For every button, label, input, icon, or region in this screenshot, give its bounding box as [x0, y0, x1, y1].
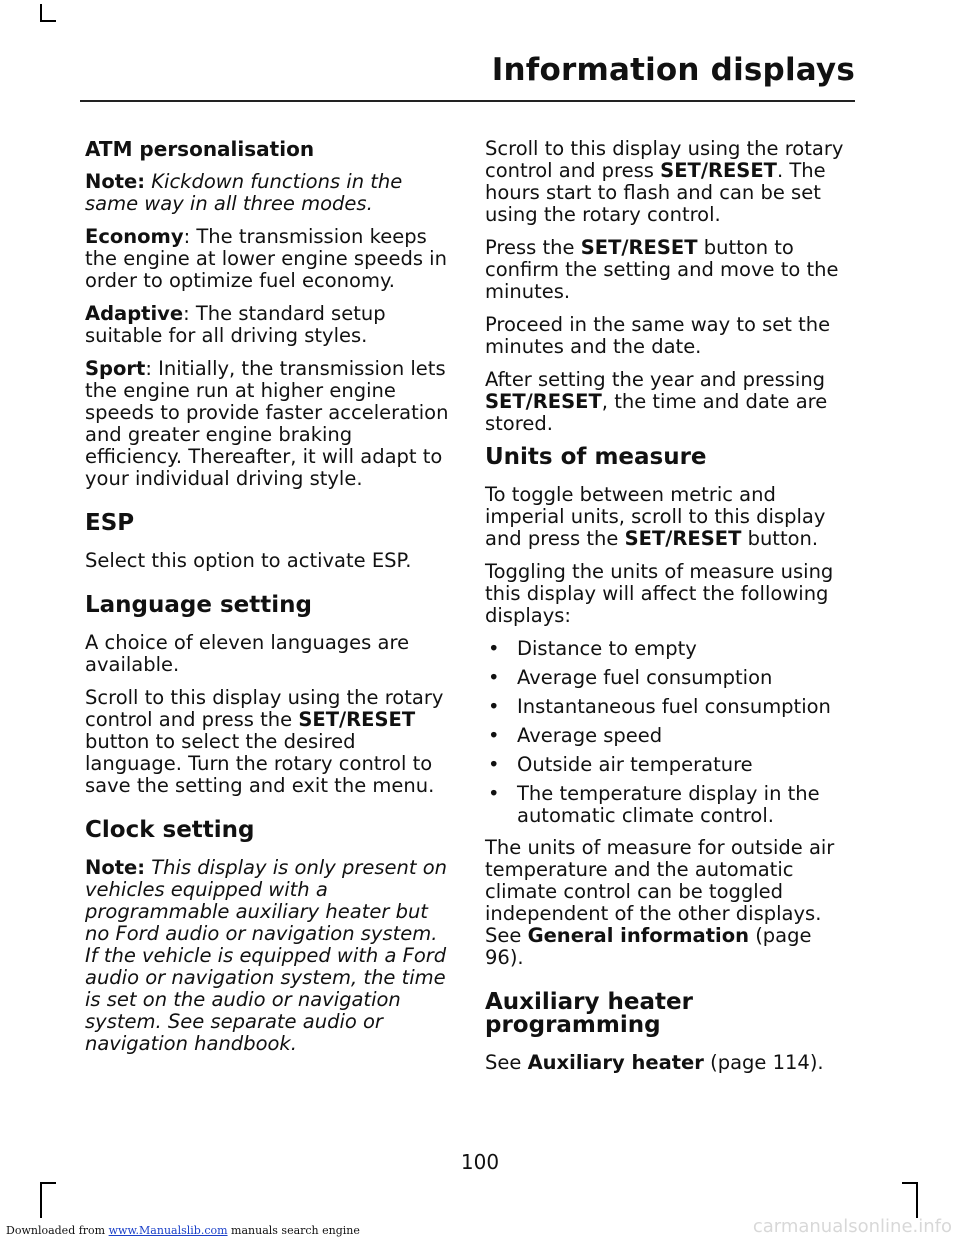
clock-paragraph-3: Proceed in the same way to set the minutes and the date. — [485, 313, 831, 358]
clock-paragraph-2 — [485, 237, 851, 303]
esp-heading: ESP — [85, 510, 135, 536]
clock-p1-text-b: . The hours start to flash and can be set using the rotary control. — [485, 159, 826, 226]
units-paragraph-2: Toggling the units of measure using this display will affect the following displays: — [485, 560, 834, 627]
clock-paragraph-1 — [485, 138, 851, 226]
crop-mark-bottom-left-h — [40, 1182, 56, 1184]
crop-mark-bottom-right-v — [916, 1182, 918, 1218]
note-clock — [85, 857, 451, 1055]
footer-prefix: Downloaded from — [6, 1224, 109, 1237]
units-paragraph-3 — [485, 837, 851, 969]
affected-displays-list — [485, 638, 851, 827]
esp-paragraph: Select this option to activate ESP. — [85, 549, 412, 572]
clock-setting-heading: Clock setting — [85, 817, 255, 843]
list-item: • Outside air temperature — [485, 754, 851, 776]
note-label: Note: — [85, 170, 146, 193]
list-item: • The temperature display in the automatic climate control. — [485, 783, 851, 827]
clock-p4-text-a: After setting the year and pressing — [485, 368, 826, 391]
language-p2-text-a: Scroll to this display using the rotary control and press the — [85, 686, 444, 731]
adaptive-label: Adaptive — [85, 302, 184, 325]
clock-p4-text-b: , the time and date are stored. — [485, 390, 828, 435]
set-reset-label: SET/RESET — [624, 527, 742, 550]
footer-suffix: manuals search engine — [227, 1224, 360, 1237]
aux-p-text-a: See — [485, 1051, 528, 1074]
set-reset-label: SET/RESET — [660, 159, 777, 182]
language-paragraph-1: A choice of eleven languages are available. — [85, 631, 410, 676]
crop-mark-bottom-right-h — [902, 1182, 918, 1184]
clock-p2-text-b: button to confirm the setting and move to the minutes. — [485, 236, 839, 303]
aux-heading-line-2: programming — [485, 1012, 661, 1038]
clock-p1-text-a: Scroll to this display using the rotary control and press — [485, 137, 844, 182]
set-reset-label: SET/RESET — [485, 390, 602, 413]
set-reset-label: SET/RESET — [580, 236, 698, 259]
sport-label: Sport — [85, 357, 146, 380]
set-reset-label: SET/RESET — [298, 708, 416, 731]
list-item: • Average speed — [485, 725, 851, 747]
right-column — [485, 138, 851, 1085]
aux-p-text-b: (page 114). — [703, 1051, 824, 1074]
download-footer — [6, 1224, 360, 1237]
watermark: carmanualsonline.info — [752, 1216, 952, 1237]
economy-paragraph — [85, 226, 451, 292]
page-number: 100 — [460, 1150, 500, 1174]
units-p1-text-b: button. — [741, 527, 819, 550]
left-column — [85, 138, 451, 1066]
units-of-measure-heading: Units of measure — [485, 444, 707, 470]
list-item: • Instantaneous fuel consumption — [485, 696, 851, 718]
auxiliary-heater-ref: Auxiliary heater — [527, 1051, 704, 1074]
list-item: • Average fuel consumption — [485, 667, 851, 689]
atm-personalisation-heading: ATM personalisation — [85, 137, 315, 161]
units-p1-text-a: To toggle between metric and imperial units, scroll to this display and press the — [485, 483, 826, 550]
general-information-ref: General information — [527, 924, 749, 947]
aux-heading-line-1: Auxiliary heater — [485, 989, 693, 1015]
sport-paragraph — [85, 358, 451, 490]
language-p2-text-b: button to select the desired language. Turn the rotary control to save the setting and exit the menu. — [85, 730, 435, 797]
adaptive-text: : The standard setup suitable for all driving styles. — [85, 302, 386, 347]
units-p3-text-a: The units of measure for outside air temperature and the automatic climate control can be toggled independent of the other displays. See — [485, 836, 835, 947]
language-setting-heading: Language setting — [85, 592, 312, 618]
units-paragraph-1 — [485, 484, 851, 550]
economy-label: Economy — [85, 225, 184, 248]
note-kickdown — [85, 171, 451, 215]
adaptive-paragraph — [85, 303, 451, 347]
clock-paragraph-4 — [485, 369, 851, 435]
note-text: Kickdown functions in the same way in all three modes. — [85, 170, 403, 215]
manualslib-link[interactable]: www.Manualslib.com — [108, 1224, 228, 1237]
title-divider — [80, 100, 855, 102]
clock-p2-text-a: Press the — [485, 236, 581, 259]
page-title: Information displays — [491, 52, 855, 88]
note-label: Note: — [85, 856, 146, 879]
note-text: This display is only present on vehicles equipped with a programmable auxiliary heater but no Ford audio or navigation system. If the vehicle is equipped with a Ford audio or navigation system, the time is set on the audio or navigation system. See separate audio or navigation handbook. — [85, 856, 448, 1055]
sport-text: : Initially, the transmission lets the engine run at higher engine speeds to provide faster acceleration and greater engine braking efficiency. Thereafter, it will adapt to your individual driving style. — [85, 357, 449, 490]
crop-mark-bottom-left-v — [40, 1182, 42, 1218]
auxiliary-heater-paragraph — [485, 1052, 851, 1074]
crop-mark-top-left-h — [40, 20, 56, 22]
list-item: • Distance to empty — [485, 638, 851, 660]
units-p3-text-b: (page 96). — [485, 924, 812, 969]
language-paragraph-2 — [85, 687, 451, 797]
economy-text: : The transmission keeps the engine at lower engine speeds in order to optimize fuel economy. — [85, 225, 447, 292]
auxiliary-heater-programming-heading — [485, 991, 851, 1037]
